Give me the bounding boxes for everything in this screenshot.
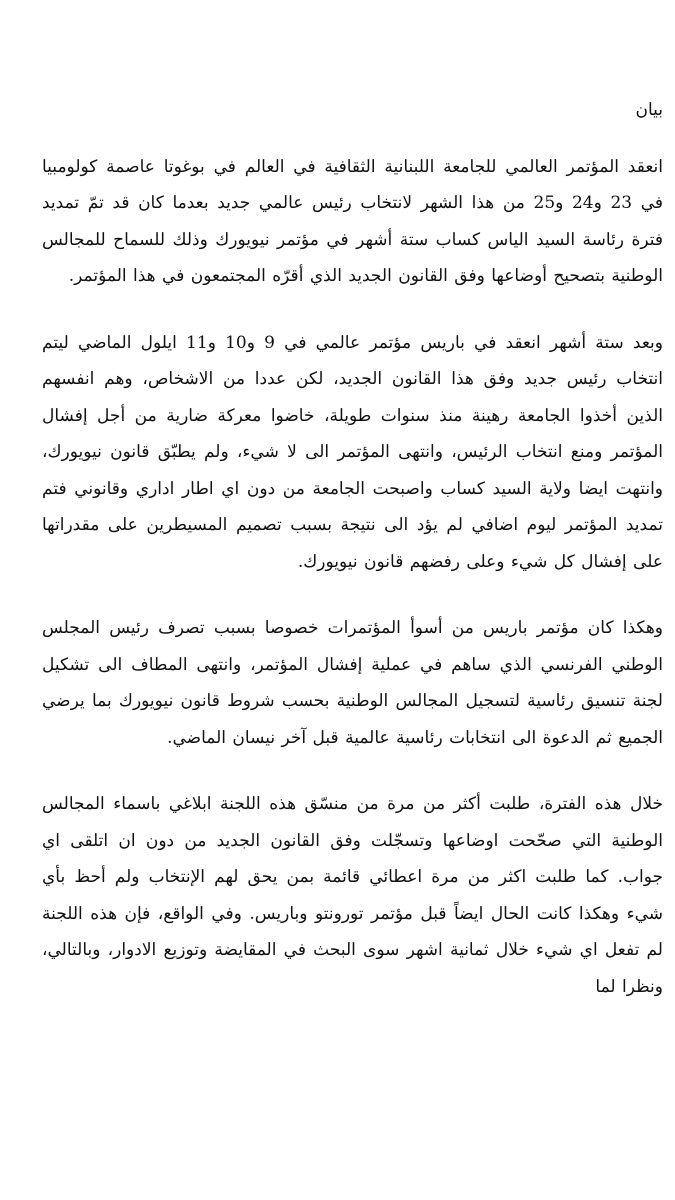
document-body	[42, 92, 663, 1005]
paragraph-bogota-conference: انعقد المؤتمر العالمي للجامعة اللبنانية الثقافية في العالم في بوغوتا عاصمة كولومبيا في 23 و24 و25 من هذا الشهر لانتخاب رئيس عالمي جديد بعدما كان قد تمّ تمديد فترة رئاسة السيد الياس كساب ستة أشهر في مؤتمر نيويورك وذلك للسماح للمجالس الوطنية بتصحيح أوضاعها وفق القانون الجديد الذي أقرّه المجتمعون في هذا المؤتمر.	[42, 156, 663, 286]
paragraph-paris-conference: وبعد ستة أشهر انعقد في باريس مؤتمر عالمي في 9 و10 و11 ايلول الماضي ليتم انتخاب رئيس جديد وفق هذا القانون الجديد، لكن عددا من الاشخاص، وهم انفسهم الذين أخذوا الجامعة رهينة منذ سنوات طويلة، خاضوا معركة ضارية من أجل إفشال المؤتمر ومنع انتخاب الرئيس، وانتهى المؤتمر الى لا شيء، ولم يطبّق قانون نيويورك، وانتهت ايضا ولاية السيد كساب واصبحت الجامعة من دون اي اطار اداري وقانوني فتم تمديد المؤتمر ليوم اضافي لم يؤد الى نتيجة بسبب تصميم المسيطرين على مقدراتها على إفشال كل شيء وعلى رفضهم قانون نيويورك.	[42, 332, 663, 572]
statement-title: بيان	[635, 100, 663, 120]
paragraph-requests-unanswered: خلال هذه الفترة، طلبت أكثر من مرة من منسّق هذه اللجنة ابلاغي باسماء المجالس الوطنية التي صحّحت اوضاعها وتسجّلت وفق القانون الجديد من دون ان اتلقى اي جواب. كما طلبت اكثر من مرة اعطائي قائمة بمن يحق لهم الإنتخاب ولم أحظ بأي شيء وهكذا كانت الحال ايضاً قبل مؤتمر تورونتو وباريس. وفي الواقع، فإن هذه اللجنة لم تفعل اي شيء خلال ثمانية اشهر سوى البحث في المقايضة وتوزيع الادوار، وبالتالي، ونظرا لما	[42, 794, 664, 997]
paragraph-coordination-committee: وهكذا كان مؤتمر باريس من أسوأ المؤتمرات خصوصا بسبب تصرف رئيس المجلس الوطني الفرنسي الذي ساهم في عملية إفشال المؤتمر، وانتهى المطاف الى تشكيل لجنة تنسيق رئاسية لتسجيل المجالس الوطنية بحسب شروط قانون نيويورك بما يرضي الجميع ثم الدعوة الى انتخابات رئاسية عالمية قبل آخر نيسان الماضي.	[42, 618, 663, 748]
